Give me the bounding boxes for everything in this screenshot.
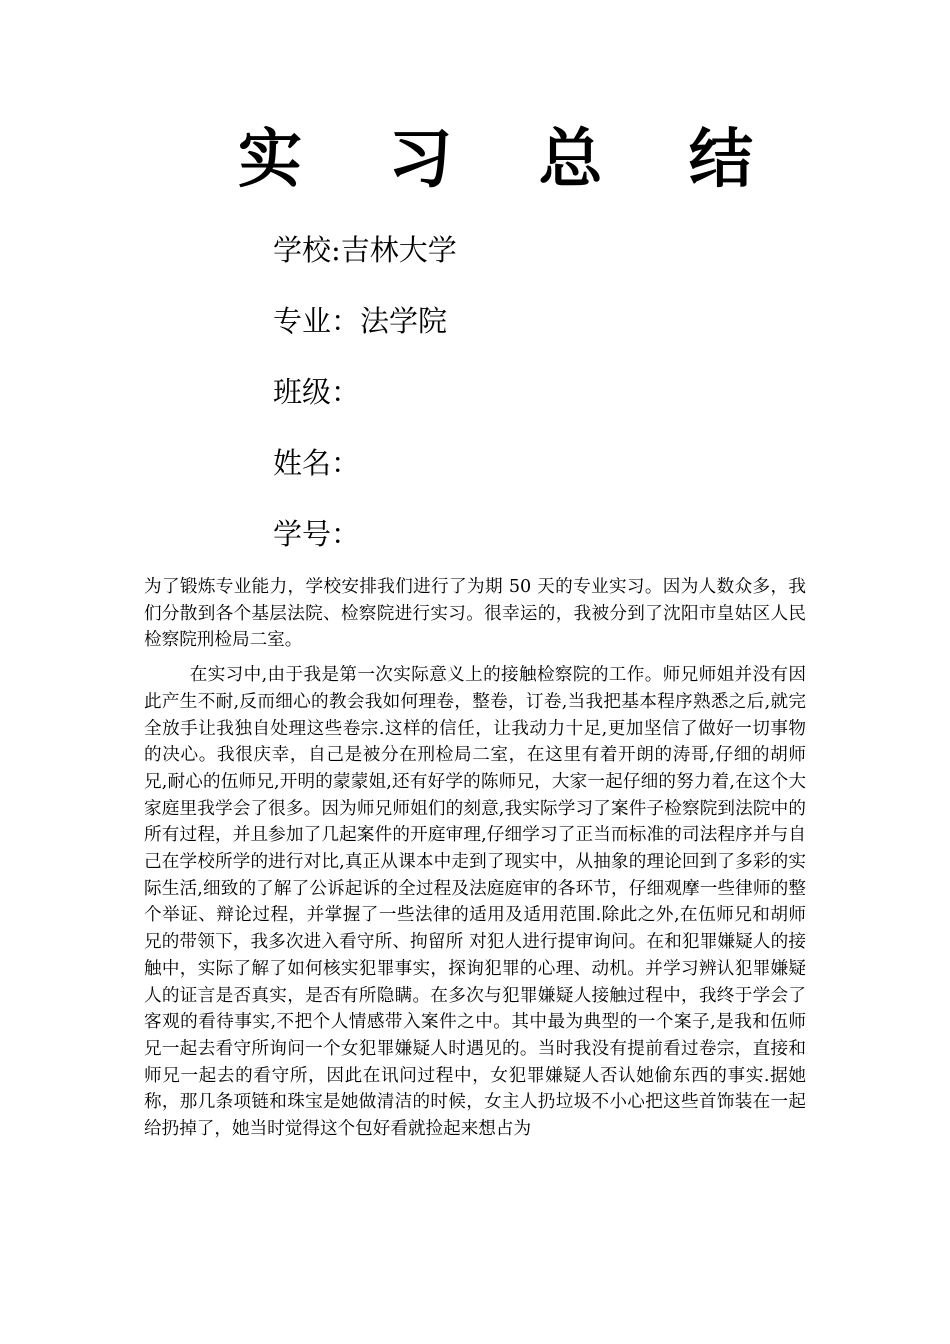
info-major: 专业：法学院 xyxy=(273,304,448,338)
paragraph-internship-experience: 在实习中,由于我是第一次实际意义上的接触检察院的工作。师兄师姐并没有因此产生不耐,反而细心的教会我如何理卷，整卷，订卷,当我把基本程序熟悉之后,就完全放手让我独自处理这些卷宗.这样的信任，让我动力十足,更加坚信了做好一切事物的决心。我很庆幸，自己是被分在刑检局二室，在这里有着开朗的涛哥,仔细的胡师兄,耐心的伍师兄,开明的蒙蒙姐,还有好学的陈师兄，大家一起仔细的努力着,在这个大家庭里我学会了很多。因为师兄师姐们的刻意,我实际学习了案件子检察院到法院中的所有过程，并且参加了几起案件的开庭审理,仔细学习了正当而标准的司法程序并与自己在学校所学的进行对比,真正从课本中走到了现实中，从抽象的理论回到了多彩的实际生活,细致的了解了公诉起诉的全过程及法庭庭审的各环节，仔细观摩一些律师的整个举证、辩论过程，并掌握了一些法律的适用及适用范围.除此之外,在伍师兄和胡师兄的带领下，我多次进入看守所、拘留所 对犯人进行提审询问。在和犯罪嫌疑人的接触中，实际了解了如何核实犯罪事实，探询犯罪的心理、动机。并学习辨认犯罪嫌疑人的证言是否真实，是否有所隐瞒。在多次与犯罪嫌疑人接触过程中，我终于学会了客观的看待事实,不把个人情感带入案件之中。其中最为典型的一个案子,是我和伍师兄一起去看守所询问一个女犯罪嫌疑人时遇见的。当时我没有提前看过卷宗，直接和师兄一起去的看守所，因此在讯问过程中，女犯罪嫌疑人否认她偷东西的事实.据她称，那几条项链和珠宝是她做清洁的时候，女主人扔垃圾不小心把这些首饰装在一起给扔掉了，她当时觉得这个包好看就捡起来想占为 xyxy=(144,665,806,1140)
info-class: 班级： xyxy=(273,375,361,409)
info-name: 姓名： xyxy=(273,446,361,480)
document-body xyxy=(144,574,806,1151)
paragraph-intro: 为了锻炼专业能力，学校安排我们进行了为期 50 天的专业实习。因为人数众多，我们分散到各个基层法院、检察院进行实习。很幸运的，我被分到了沈阳市皇姑区人民检察院刑检局二室。 xyxy=(144,577,806,651)
info-school: 学校:吉林大学 xyxy=(273,233,457,267)
document-title: 实 习 总 结 xyxy=(238,123,785,197)
info-student-id: 学号： xyxy=(273,517,361,551)
student-info-list xyxy=(273,228,773,583)
